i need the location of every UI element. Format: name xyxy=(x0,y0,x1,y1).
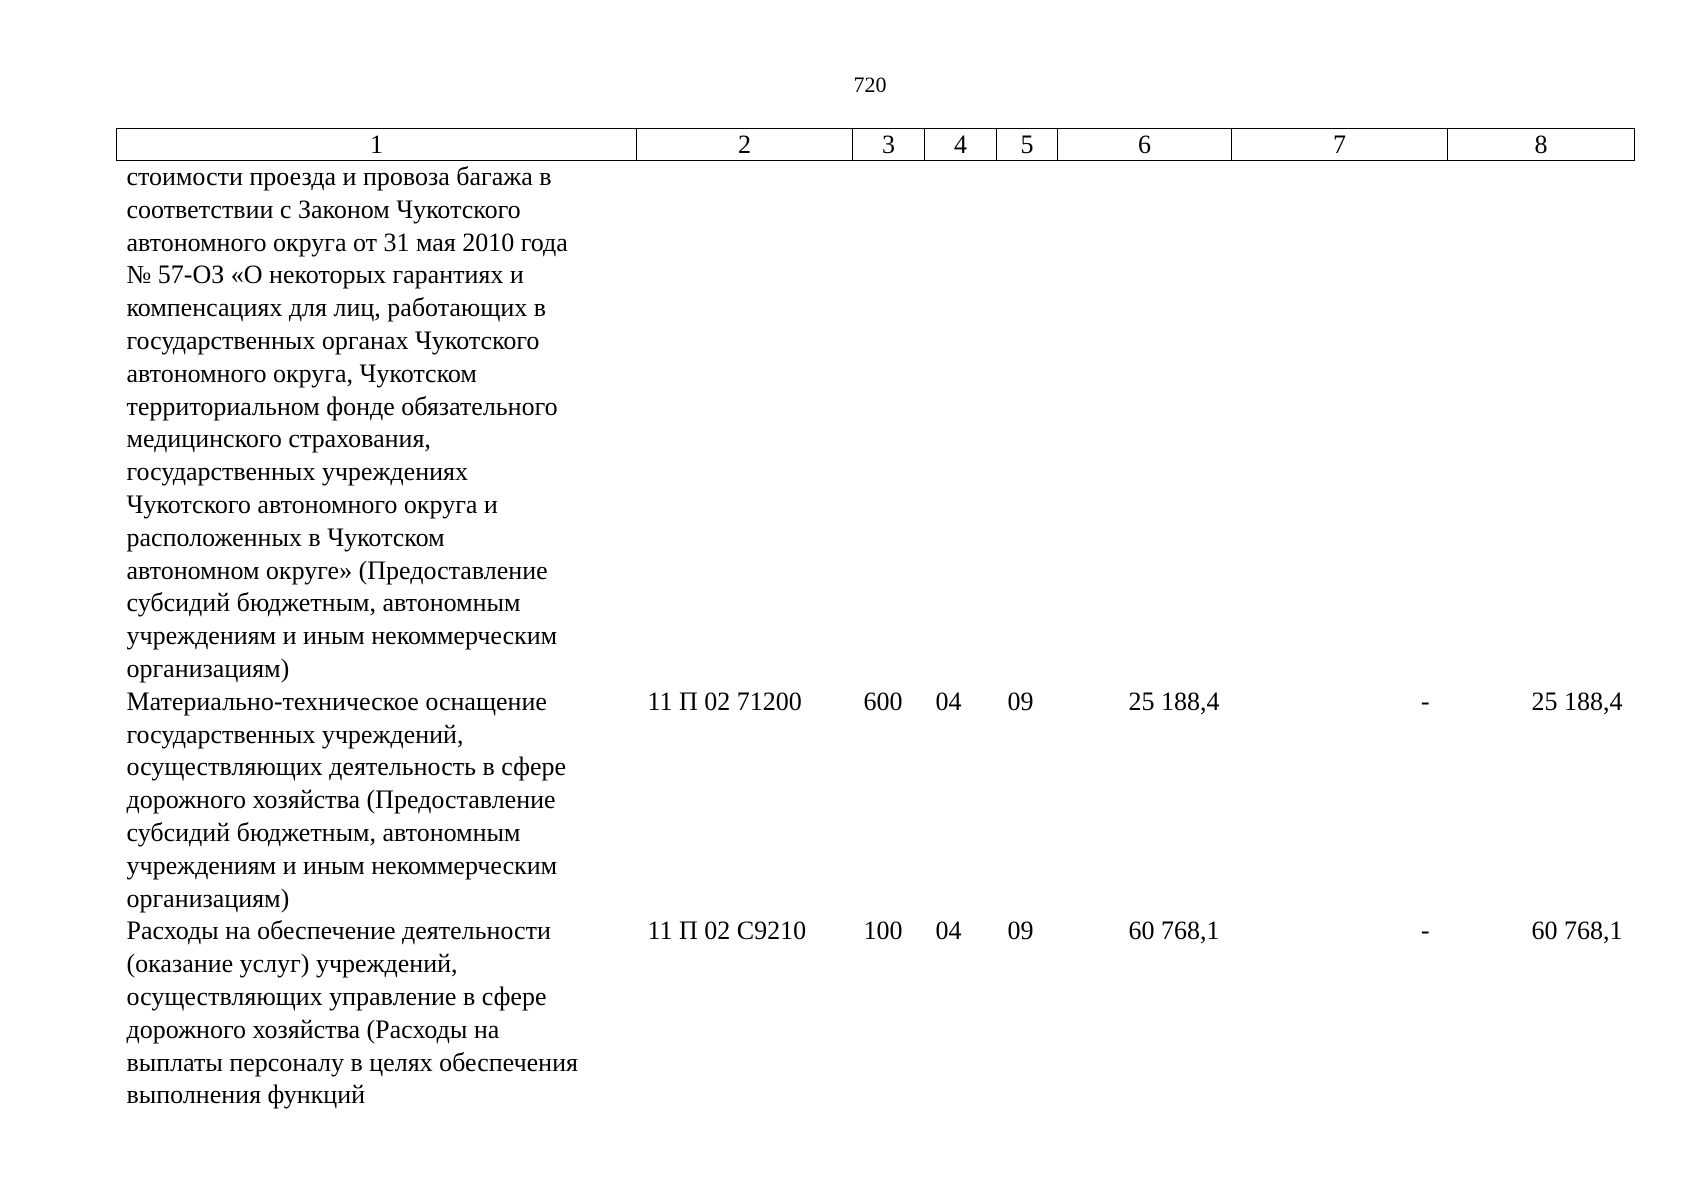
table-row xyxy=(117,161,1635,686)
column-header-6: 6 xyxy=(1058,129,1232,161)
row-target-code: 11 П 02 С9210 xyxy=(647,916,807,946)
column-header-2: 2 xyxy=(637,129,853,161)
row-total-amount: 60 768,1 xyxy=(1128,916,1220,946)
page-number: 720 xyxy=(853,72,887,97)
row-total-amount xyxy=(1058,161,1232,686)
row-name: Расходы на обеспечение деятельности (оказание услуг) учреждений, осуществляющих управление в сфере дорожного хозяйства (Расходы на выплаты персоналу в целях обеспечения выполнения функций xyxy=(126,916,578,1110)
row-name: стоимости проезда и провоза багажа в соответствии с Законом Чукотского автономного округа от 31 мая 2010 года № 57-ОЗ «О некоторых гарантиях и компенсациях для лиц, работающих в государственных органах Чукотского автономного округа, Чукотском территориальном фонде обязательного медицинского страхования, государственных учреждениях Чукотского автономного округа и расположенных в Чукотском автономном округе» (Предоставление субсидий бюджетным, автономным учреждениям и иным некоммерческим организациям) xyxy=(126,162,568,683)
row-subsection: 09 xyxy=(1007,916,1034,946)
budget-table xyxy=(116,128,1635,1112)
row-column-8-value: 25 188,4 xyxy=(1531,686,1623,716)
row-expense-type xyxy=(853,161,925,686)
table-row xyxy=(117,915,1635,1112)
row-column-8-value xyxy=(1448,161,1635,686)
column-header-1: 1 xyxy=(117,129,637,161)
row-expense-type: 100 xyxy=(863,916,903,946)
column-header-7: 7 xyxy=(1232,129,1448,161)
column-header-4: 4 xyxy=(925,129,997,161)
row-section: 04 xyxy=(935,686,962,716)
row-column-7-value: - xyxy=(1420,686,1430,716)
row-target-code: 11 П 02 71200 xyxy=(647,686,802,716)
row-column-8-value: 60 768,1 xyxy=(1531,916,1623,946)
row-section: 04 xyxy=(935,916,962,946)
row-name: Материально-техническое оснащение государственных учреждений, осуществляющих деятельность в сфере дорожного хозяйства (Предоставление субсидий бюджетным, автономным учреждениям и иным некоммерческим организациям) xyxy=(126,686,567,913)
row-section xyxy=(925,161,997,686)
column-header-8: 8 xyxy=(1448,129,1635,161)
row-subsection xyxy=(997,161,1058,686)
row-expense-type: 600 xyxy=(863,686,903,716)
row-total-amount: 25 188,4 xyxy=(1128,686,1220,716)
row-column-7-value: - xyxy=(1420,916,1430,946)
column-header-3: 3 xyxy=(853,129,925,161)
row-target-code xyxy=(637,161,853,686)
column-number-header-row xyxy=(117,129,1635,161)
row-column-7-value xyxy=(1232,161,1448,686)
row-subsection: 09 xyxy=(1007,686,1034,716)
column-header-5: 5 xyxy=(997,129,1058,161)
table-row xyxy=(117,686,1635,916)
